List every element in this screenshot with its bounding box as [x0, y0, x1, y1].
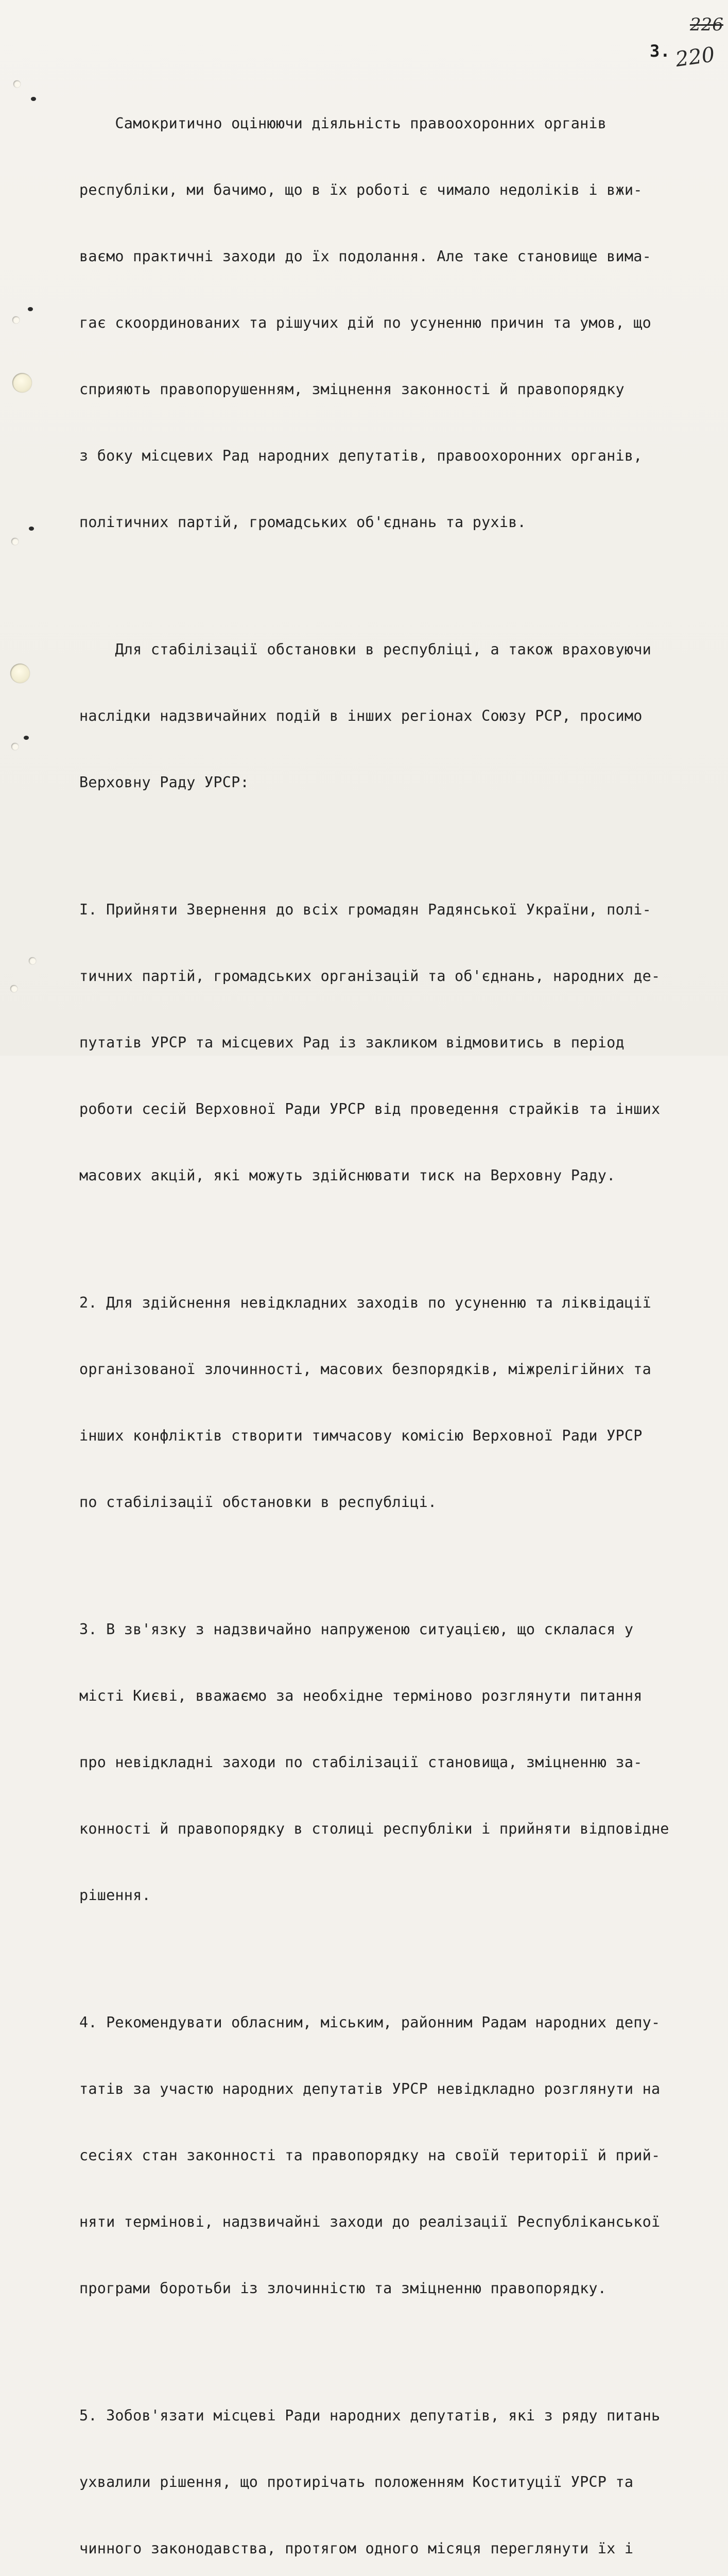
text-line: конності й правопорядку в столиці республіки і прийняти відповідне	[79, 1820, 669, 1837]
text-line: ухвалили рішення, що протирічать положенням Коституції УРСР та	[79, 2473, 634, 2490]
paragraph-intro	[79, 68, 697, 578]
text-line: роботи сесій Верховної Ради УРСР від проведення страйків та інших	[79, 1100, 661, 1117]
text-line: чинного законодавства, протягом одного місяця переглянути їх і	[79, 2540, 634, 2557]
binder-hole	[29, 957, 36, 964]
text-line: татів за участю народних депутатів УРСР невідкладно розглянути на	[79, 2080, 661, 2097]
binder-hole	[10, 985, 18, 992]
text-line: Верховну Раду УРСР:	[79, 774, 249, 791]
paragraph-item-4	[79, 1967, 697, 2344]
text-line: рішення.	[79, 1887, 151, 1904]
text-line: організованої злочинності, масових безпорядків, міжрелігійних та	[79, 1361, 651, 1378]
binder-hole	[10, 664, 30, 683]
text-line: по стабілізації обстановки в республіці.	[79, 1494, 437, 1511]
text-line: масових акцій, які можуть здійснювати тиск на Верховну Раду.	[79, 1167, 616, 1184]
paragraph-item-2	[79, 1247, 697, 1557]
handwritten-page-number: 220	[674, 42, 717, 72]
binder-hole	[12, 373, 32, 393]
text-line: І. Прийняти Звернення до всіх громадян Радянської України, полі-	[79, 901, 651, 918]
document-body	[79, 68, 697, 2576]
text-line: гає скоординованих та рішучих дій по усуненню причин та умов, що	[79, 314, 651, 331]
text-line: політичних партій, громадських об'єднань та рухів.	[79, 514, 526, 531]
paragraph-item-3	[79, 1574, 697, 1951]
binder-hole-speck	[28, 307, 33, 311]
text-line: 5. Зобов'язати місцеві Ради народних депутатів, які з ряду питань	[79, 2407, 661, 2424]
text-line: 3. В зв'язку з надзвичайно напруженою ситуацією, що склалася у	[79, 1621, 634, 1638]
paragraph-request	[79, 594, 697, 838]
binder-hole	[11, 743, 19, 750]
handwritten-page-number-crossed: 226	[690, 14, 723, 35]
text-line: сесіях стан законності та правопорядку на своїй території й прий-	[79, 2147, 661, 2164]
text-line: наслідки надзвичайних подій в інших регіонах Союзу РСР, просимо	[79, 707, 643, 724]
text-line: сприяють правопорушенням, зміцнення законності й правопорядку	[79, 381, 625, 398]
binder-hole-speck	[24, 736, 29, 740]
text-line: республіки, ми бачимо, що в їх роботі є чимало недоліків і вжи-	[79, 181, 643, 198]
binder-hole	[12, 316, 20, 324]
text-line: Для стабілізації обстановки в республіці, а також враховуючи	[79, 641, 651, 658]
binder-hole-speck	[29, 527, 34, 531]
text-line: програми боротьби із злочинністю та зміцненню правопорядку.	[79, 2280, 607, 2297]
text-line: з боку місцевих Рад народних депутатів, правоохоронних органів,	[79, 447, 643, 464]
text-line: путатів УРСР та місцевих Рад із закликом відмовитись в період	[79, 1034, 625, 1051]
text-line: про невідкладні заходи по стабілізації становища, зміцненню за-	[79, 1754, 643, 1771]
binder-hole	[13, 80, 21, 88]
typed-page-number: 3.	[650, 41, 671, 61]
binder-hole	[11, 538, 19, 545]
text-line: 2. Для здійснення невідкладних заходів по усуненню та ліквідації	[79, 1294, 651, 1311]
text-line: інших конфліктів створити тимчасову комісію Верховної Ради УРСР	[79, 1427, 643, 1444]
binder-hole-speck	[31, 97, 36, 101]
paragraph-item-1	[79, 854, 697, 1231]
text-line: місті Києві, вважаємо за необхідне терміново розглянути питання	[79, 1687, 643, 1704]
text-line: няти термінові, надзвичайні заходи до реалізації Республіканської	[79, 2213, 661, 2230]
text-line: ваємо практичні заходи до їх подолання. Але таке становище вима-	[79, 248, 651, 265]
text-line: Самокритично оцінюючи діяльність правоохоронних органів	[79, 115, 607, 132]
text-line: тичних партій, громадських організацій та об'єднань, народних де-	[79, 968, 661, 985]
text-line: 4. Рекомендувати обласним, міським, районним Радам народних депу-	[79, 2014, 661, 2031]
paragraph-item-5	[79, 2360, 697, 2576]
